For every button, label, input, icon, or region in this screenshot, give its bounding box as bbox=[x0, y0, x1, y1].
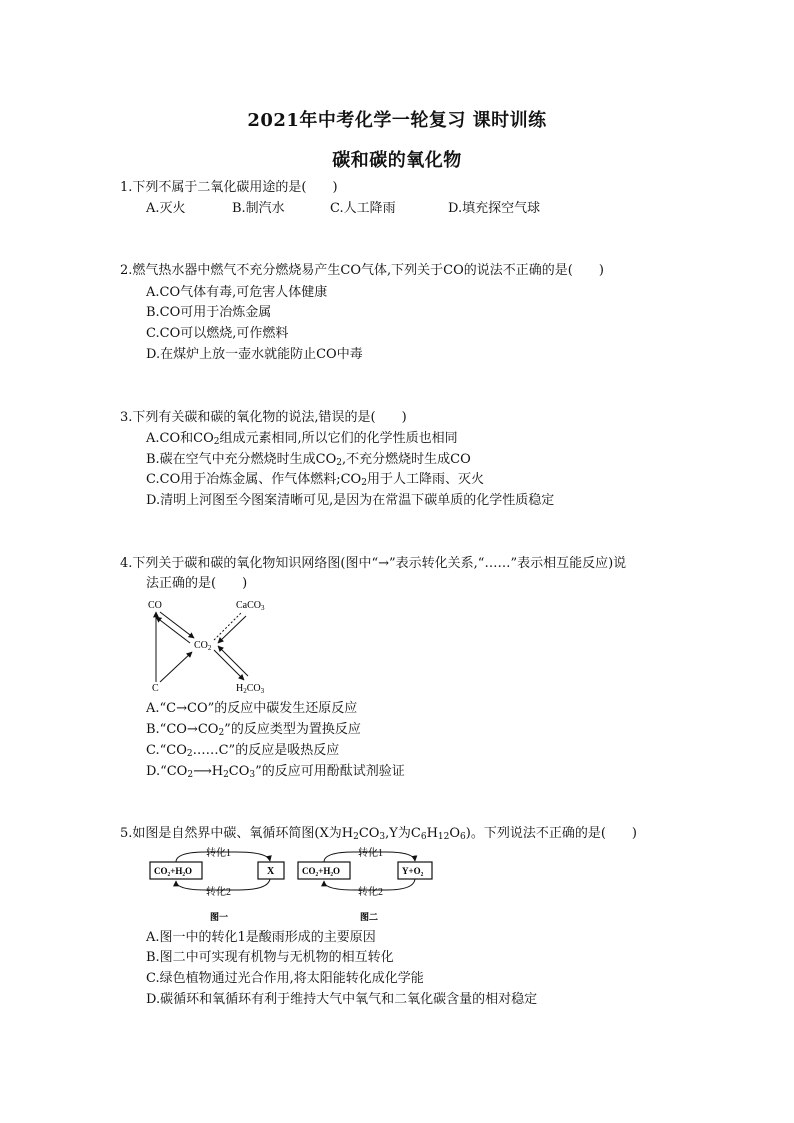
question-2-option-c: C.CO可以燃烧,可作燃料 bbox=[146, 326, 289, 341]
svg-text:X: X bbox=[267, 866, 275, 877]
figure-2 bbox=[298, 846, 432, 922]
svg-text:CO₂+H₂O: CO₂+H₂O bbox=[302, 866, 341, 876]
svg-text:Y+O₂: Y+O₂ bbox=[402, 866, 424, 876]
svg-text:CO₂+H₂O: CO₂+H₂O bbox=[154, 866, 193, 876]
question-5-stem: 5.如图是自然界中碳、氧循环简图(X为$H_2CO_3,Y$为$C_6H_{12}O_6$)。下列说法不正确的是( ) bbox=[120, 826, 637, 842]
link-co2-caco3-dotted bbox=[214, 612, 242, 640]
arrow-caco3-to-co2 bbox=[218, 616, 246, 643]
question-2-option-b: B.CO可用于冶炼金属 bbox=[146, 305, 272, 320]
arrow-co2-to-co bbox=[156, 617, 190, 643]
node-caco3: CaCO$_3$ bbox=[236, 600, 265, 612]
fig1-top-label: 转化1 bbox=[206, 848, 231, 859]
question-3-stem: 3.下列有关碳和碳的氧化物的说法,错误的是( ) bbox=[120, 410, 407, 425]
fig2-top-label: 转化1 bbox=[358, 848, 383, 859]
node-co2: $CO_2$ bbox=[194, 640, 212, 652]
question-3-option-d: D.清明上河图至今图案清晰可见,是因为在常温下碳单质的化学性质稳定 bbox=[146, 493, 555, 508]
figure-1 bbox=[150, 846, 284, 922]
fig2-bottom-label: 转化2 bbox=[358, 887, 383, 898]
question-3-option-b: B.碳在空气中充分燃烧时生成$CO_2$,不充分燃烧时生成CO bbox=[146, 452, 471, 468]
question-5-option-a: A.图一中的转化1是酸雨形成的主要原因 bbox=[146, 930, 376, 945]
question-2-stem: 2.燃气热水器中燃气不充分燃烧易产生CO气体,下列关于CO的说法不正确的是( ) bbox=[120, 263, 604, 278]
question-1-stem: 1.下列不属于二氧化碳用途的是( ) bbox=[120, 180, 338, 195]
question-3-option-a: A.CO和$CO_2$组成元素相同,所以它们的化学性质也相同 bbox=[146, 431, 458, 447]
node-h2co3: $H_2CO_3$ bbox=[236, 683, 265, 695]
question-1-option-d: D.填充探空气球 bbox=[448, 201, 541, 216]
fig1-caption: 图一 bbox=[210, 912, 229, 922]
question-4-option-a: A.“C→CO”的反应中碳发生还原反应 bbox=[146, 701, 358, 716]
question-2-option-d: D.在煤炉上放一壶水就能防止CO中毒 bbox=[146, 347, 363, 362]
carbon-network-diagram bbox=[144, 596, 284, 696]
arrow-co-to-co2 bbox=[160, 612, 194, 638]
question-4-stem-line2: 法正确的是( ) bbox=[146, 576, 248, 591]
question-4-stem-line1: 4.下列关于碳和碳的氧化物知识网络图(图中“→”表示转化关系,“……”表示相互能反应)说 bbox=[120, 556, 627, 571]
question-2-option-a: A.CO气体有毒,可危害人体健康 bbox=[146, 285, 328, 300]
node-co: CO bbox=[148, 600, 162, 611]
question-5-option-d: D.碳循环和氧循环有利于维持大气中氧气和二氧化碳含量的相对稳定 bbox=[146, 992, 538, 1007]
cycle-figures bbox=[146, 846, 436, 926]
question-4-option-b: $B.“CO\to CO_2$”的反应类型为置换反应 bbox=[146, 722, 361, 738]
arrow-h2co3-to-co2 bbox=[218, 646, 248, 676]
page-subtitle: 碳和碳的氧化物 bbox=[332, 150, 462, 171]
arrow-c-to-co2 bbox=[160, 652, 192, 682]
question-3-option-c: C.CO用于冶炼金属、作气体燃料$;CO_2$用于人工降雨、灭火 bbox=[146, 472, 484, 488]
arrow-co2-to-h2co3 bbox=[214, 650, 244, 680]
question-1-option-b: B.制汽水 bbox=[232, 201, 285, 216]
question-1-option-c: C.人工降雨 bbox=[330, 201, 396, 216]
page-title: 2021年中考化学一轮复习 课时训练 bbox=[247, 110, 547, 131]
node-c: C bbox=[152, 683, 159, 694]
question-4-option-c: $C.“CO_2\dots\dots C$”的反应是吸热反应 bbox=[146, 743, 340, 759]
fig2-caption: 图二 bbox=[360, 912, 379, 922]
question-5-option-b: B.图二中可实现有机物与无机物的相互转化 bbox=[146, 950, 394, 965]
question-4-option-d: $D.“CO_2⟶H_2CO_3$”的反应可用酚酞试剂验证 bbox=[146, 764, 405, 780]
question-1-option-a: A.灭火 bbox=[146, 201, 186, 216]
fig1-bottom-label: 转化2 bbox=[206, 887, 231, 898]
question-5-option-c: C.绿色植物通过光合作用,将太阳能转化成化学能 bbox=[146, 971, 424, 986]
